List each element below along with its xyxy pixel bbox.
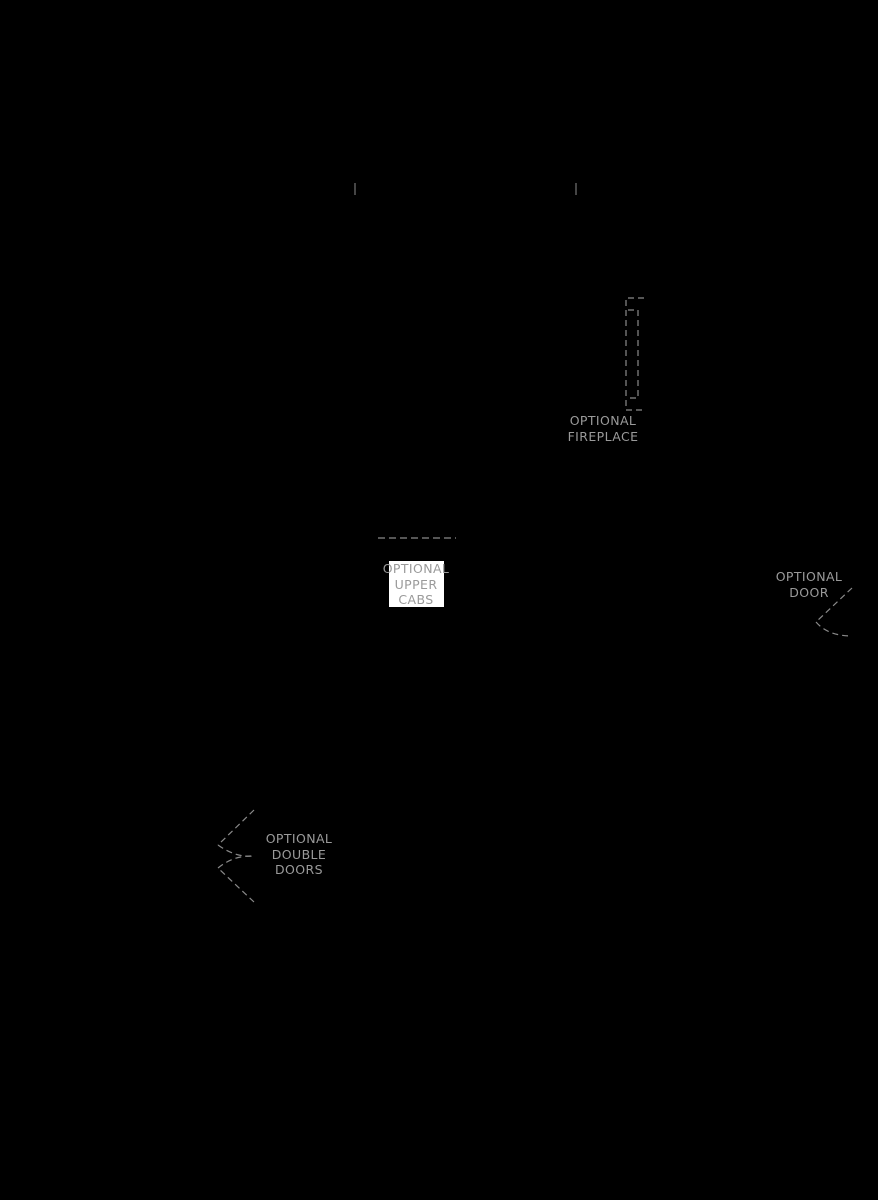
optional-door-label (768, 569, 850, 600)
fireplace-label-line-2: FIREPLACE (567, 428, 639, 444)
optional-fireplace-label (560, 413, 646, 444)
optional-double-doors-label (258, 831, 340, 878)
fireplace-label-line-1: OPTIONAL (569, 413, 637, 428)
double-doors-label-line-2: DOUBLE (271, 846, 327, 862)
upper-cabs-label-line-2: UPPER (394, 576, 438, 592)
double-doors-label-line-3: DOORS (275, 862, 323, 877)
door-label-line-1: OPTIONAL (775, 569, 843, 584)
double-doors-label-line-1: OPTIONAL (265, 831, 333, 846)
upper-cabs-label-line-3: CABS (398, 592, 434, 607)
optional-upper-cabs-label (380, 561, 452, 608)
door-label-line-2: DOOR (789, 584, 829, 600)
upper-cabs-label-line-1: OPTIONAL (382, 561, 450, 576)
